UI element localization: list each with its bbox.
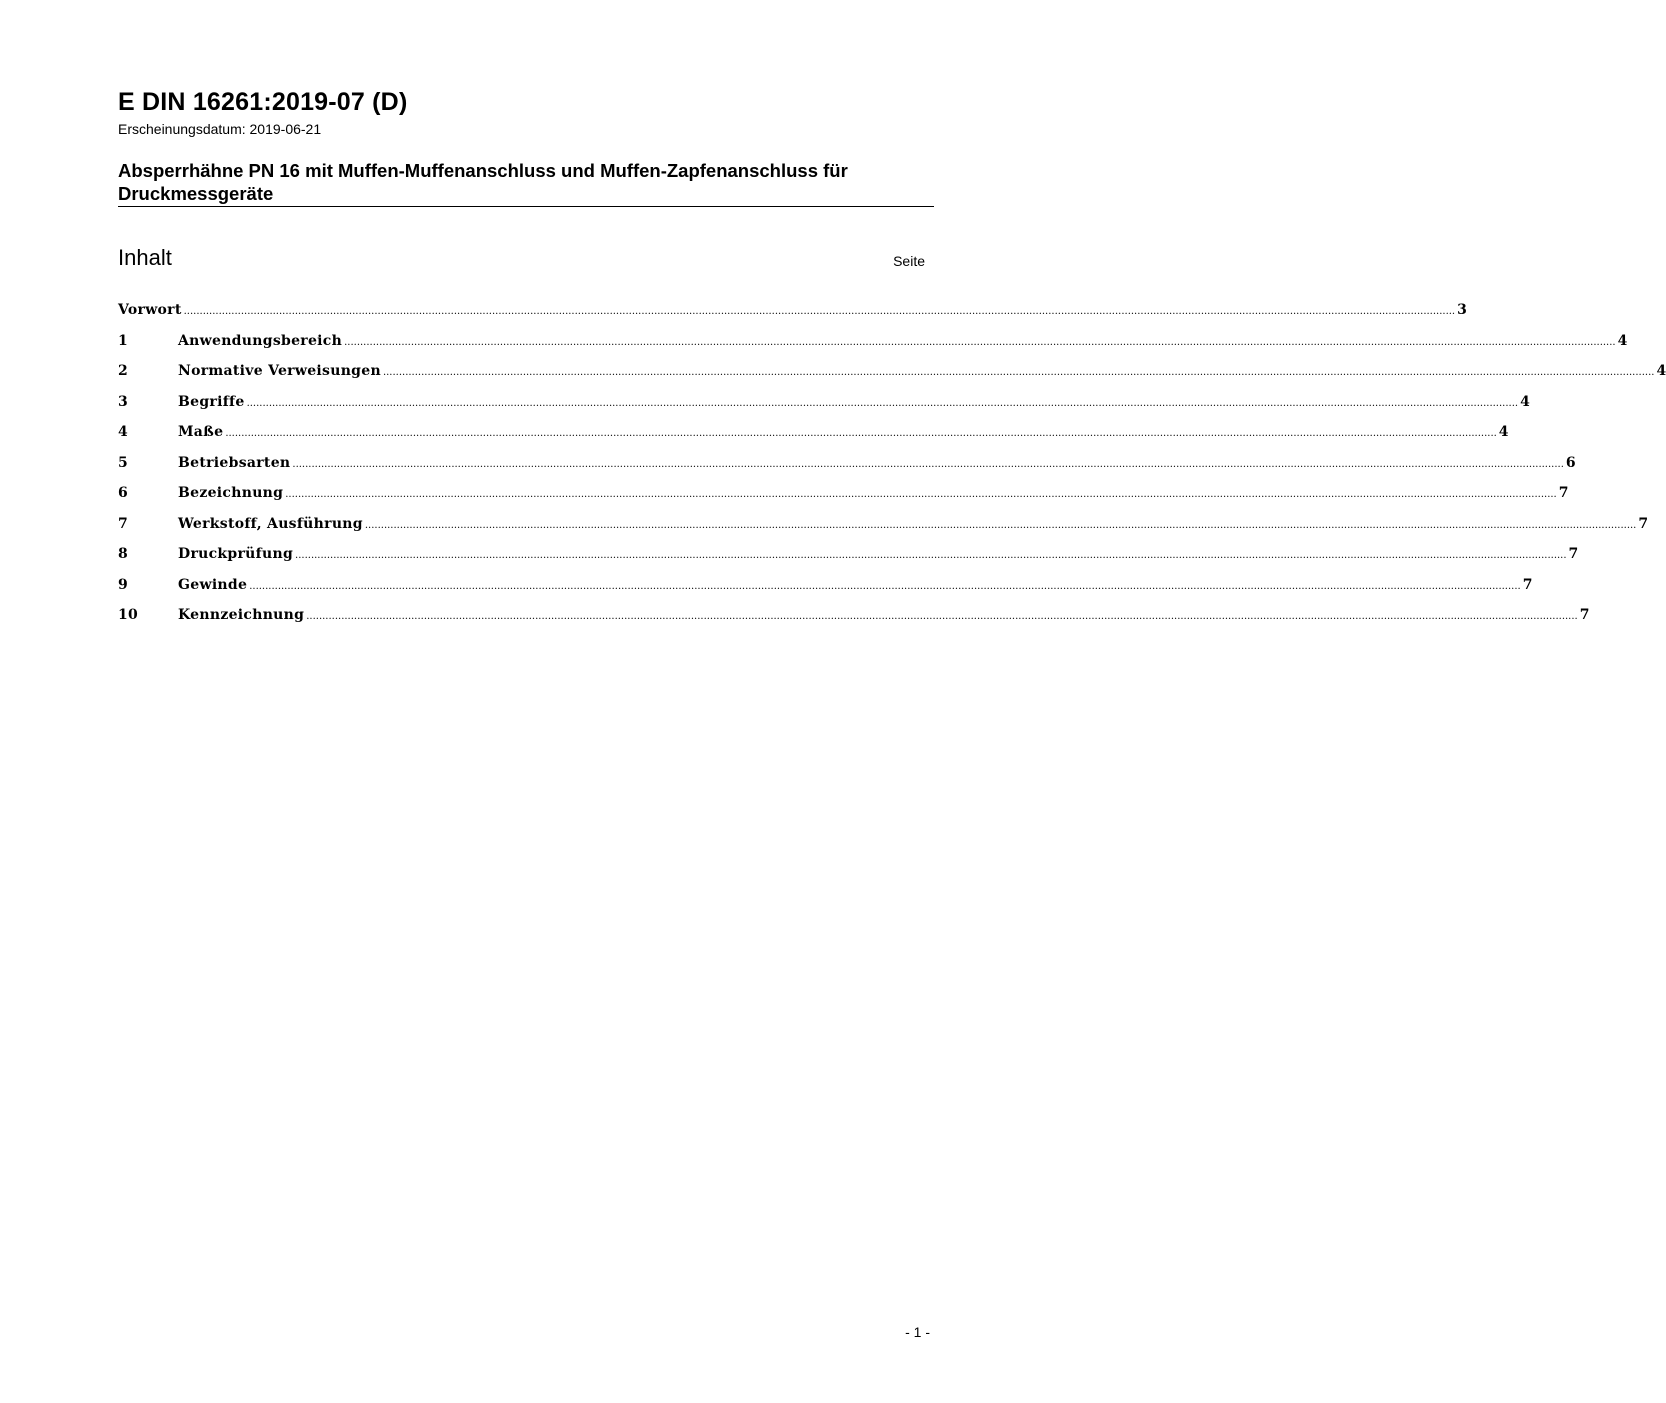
- toc-leader-dots: ................................................................................................................................................................................................................................................................................................................................................................................................................: [295, 550, 1567, 561]
- toc-entry-6[interactable]: [118, 485, 1569, 516]
- toc-entry-page: 7: [1558, 485, 1569, 501]
- toc-entry-number: 2: [118, 363, 129, 379]
- toc-entry-1[interactable]: [118, 332, 1628, 364]
- toc-entry-number: 9: [118, 576, 129, 593]
- toc-entry-label: Begriffe: [178, 393, 245, 410]
- toc-leader-dots: ................................................................................................................................................................................................................................................................................................................................................................................................................: [249, 580, 1521, 592]
- toc-leader-dots: ................................................................................................................................................................................................................................................................................................................................................................................................................: [183, 306, 1456, 317]
- toc-leader-dots: ................................................................................................................................................................................................................................................................................................................................................................................................................: [246, 397, 1519, 409]
- toc-leader-dots: ................................................................................................................................................................................................................................................................................................................................................................................................................: [364, 519, 1637, 531]
- toc-entry-page: 7: [1579, 607, 1590, 623]
- toc-entry-page: 3: [1457, 302, 1468, 318]
- toc-entry-label: Betriebsarten: [178, 454, 291, 471]
- toc-entry-3[interactable]: [118, 393, 1531, 425]
- toc-entry-label: Druckprüfung: [178, 546, 294, 562]
- toc-entry-page: 4: [1617, 332, 1628, 349]
- toc-entry-number: 6: [118, 485, 129, 501]
- toc-entry-label: Anwendungsbereich: [178, 332, 343, 349]
- toc-entry-8[interactable]: [118, 546, 1579, 577]
- toc-entry-label: Maße: [178, 424, 224, 440]
- table-of-contents: [118, 302, 1666, 638]
- toc-leader-dots: ................................................................................................................................................................................................................................................................................................................................................................................................................: [285, 489, 1557, 500]
- toc-entry-5[interactable]: [118, 454, 1576, 486]
- toc-entry-7[interactable]: [118, 515, 1649, 547]
- toc-entry-number: 3: [118, 393, 129, 410]
- toc-entry-4[interactable]: [118, 424, 1509, 455]
- toc-entry-page: 7: [1638, 515, 1649, 532]
- toc-entry-label: Kennzeichnung: [178, 607, 305, 623]
- toc-leader-dots: ................................................................................................................................................................................................................................................................................................................................................................................................................: [292, 458, 1564, 470]
- publication-date: Erscheinungsdatum: 2019-06-21: [118, 121, 322, 137]
- toc-heading: Inhalt: [118, 245, 172, 270]
- document-title: Absperrhähne PN 16 mit Muffen-Muffenanschluss und Muffen-Zapfenanschluss für Druckmessgeräte: [118, 160, 848, 204]
- toc-entry-page: 6: [1565, 454, 1576, 471]
- toc-leader-dots: ................................................................................................................................................................................................................................................................................................................................................................................................................: [344, 336, 1616, 348]
- toc-leader-dots: ................................................................................................................................................................................................................................................................................................................................................................................................................: [306, 611, 1578, 622]
- toc-entry-label: Bezeichnung: [178, 485, 284, 501]
- page-number: - 1 -: [905, 1324, 930, 1340]
- toc-entry-label: Werkstoff, Ausführung: [178, 515, 363, 532]
- toc-entry-page: 7: [1568, 546, 1579, 562]
- toc-entry-10[interactable]: [118, 607, 1590, 638]
- toc-entry-page: 7: [1522, 576, 1533, 593]
- toc-entry-9[interactable]: [118, 576, 1533, 608]
- toc-entry-page: 4: [1656, 363, 1666, 379]
- title-divider: [118, 206, 934, 207]
- toc-leader-dots: ................................................................................................................................................................................................................................................................................................................................................................................................................: [382, 367, 1655, 378]
- document-id: E DIN 16261:2019-07 (D): [118, 88, 408, 116]
- toc-entry-page: 4: [1520, 393, 1531, 410]
- toc-leader-dots: ................................................................................................................................................................................................................................................................................................................................................................................................................: [225, 428, 1497, 439]
- toc-entry-number: 4: [118, 424, 129, 440]
- toc-entry-label: Normative Verweisungen: [178, 363, 381, 379]
- toc-entry-page: 4: [1498, 424, 1509, 440]
- toc-entry-number: 1: [118, 332, 129, 349]
- toc-page-column-label: Seite: [893, 253, 925, 269]
- toc-entry-label: Gewinde: [178, 576, 248, 593]
- toc-entry-number: 8: [118, 546, 129, 562]
- toc-entry-vorwort[interactable]: [118, 302, 1468, 333]
- toc-entry-number: 10: [118, 607, 139, 623]
- toc-entry-label: Vorwort: [118, 302, 182, 318]
- toc-entry-number: 7: [118, 515, 129, 532]
- toc-entry-number: 5: [118, 454, 129, 471]
- toc-entry-2[interactable]: [118, 363, 1666, 394]
